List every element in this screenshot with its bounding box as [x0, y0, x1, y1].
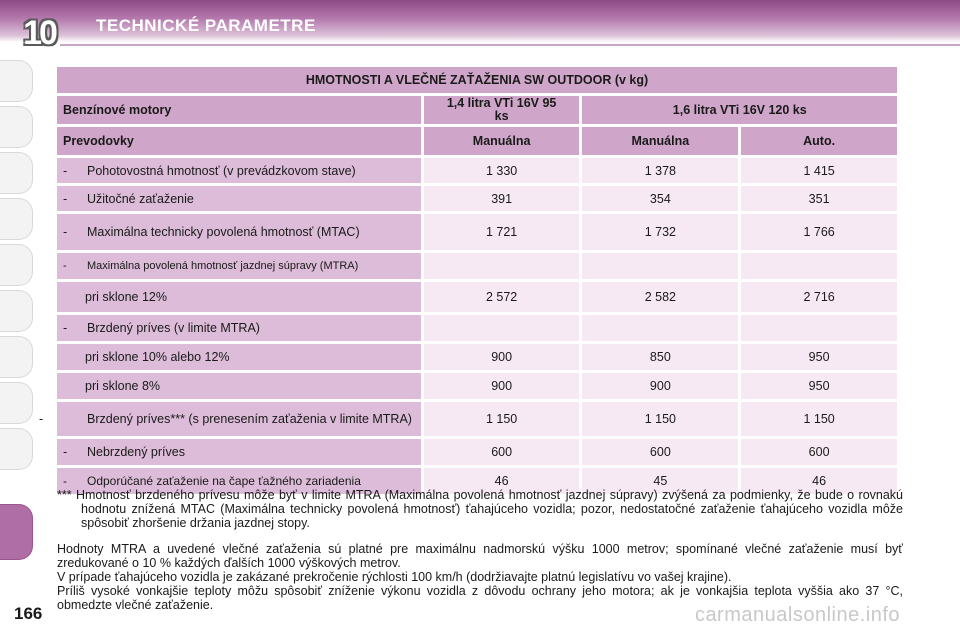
row-value: 46 — [424, 468, 580, 494]
table-row — [57, 344, 897, 370]
row-value: 45 — [582, 468, 738, 494]
gearbox-2: Manuálna — [582, 127, 738, 155]
table-row: - Odporúčané zaťaženie na čape ťažného zariadenia 46 45 46 — [57, 468, 897, 494]
row-value: 1 415 — [741, 158, 897, 183]
row-value — [582, 315, 738, 341]
table-row: - Pohotovostná hmotnosť (v prevádzkovom stave) 1 330 1 378 1 415 — [57, 158, 897, 183]
table-row: - Užitočné zaťaženie 391 354 351 — [57, 186, 897, 211]
row-label: Brzdený príves*** (s prenesením zaťaženia v limite MTRA) — [87, 412, 412, 426]
table-row — [57, 282, 897, 312]
header-divider — [60, 44, 960, 46]
gearbox-1: Manuálna — [424, 127, 580, 155]
watermark: carmanualsonline.info — [694, 604, 900, 626]
page-title: TECHNICKÉ PARAMETRE — [96, 16, 316, 35]
row-value: 2 716 — [741, 282, 897, 312]
row-value: 2 572 — [424, 282, 580, 312]
row-value: 351 — [741, 186, 897, 211]
row-label: pri sklone 8% — [85, 379, 161, 393]
row-value: 1 766 — [741, 214, 897, 250]
row-value: 600 — [424, 439, 580, 465]
note-paragraph: V prípade ťahajúceho vozidla je zakázané prekročenie rýchlosti 100 km/h (dodržiavajte platnú legislatívu vo vašej krajine). — [57, 570, 732, 584]
row-label: Maximálna povolená hmotnosť jazdnej súpravy (MTRA) — [87, 260, 359, 272]
chapter-tab[interactable] — [0, 152, 33, 194]
row-label: Užitočné zaťaženie — [87, 191, 194, 206]
engine-2: 1,6 litra VTi 16V 120 ks — [582, 96, 897, 124]
row-value — [741, 253, 897, 279]
row-value: 1 732 — [582, 214, 738, 250]
chapter-tab[interactable] — [0, 336, 33, 378]
chapter-tab[interactable] — [0, 198, 33, 240]
row-value: 950 — [741, 373, 897, 399]
row-label: Brzdený príves (v limite MTRA) — [87, 321, 260, 335]
row-value — [424, 253, 580, 279]
table-title-row — [57, 67, 897, 93]
row-value — [741, 315, 897, 341]
chapter-tab[interactable] — [0, 244, 33, 286]
row-label: pri sklone 12% — [85, 290, 167, 304]
row-value: 2 582 — [582, 282, 738, 312]
chapter-number: 10 — [23, 14, 55, 52]
row-value: 46 — [741, 468, 897, 494]
chapter-tab[interactable] — [0, 60, 33, 102]
gearbox-label: Prevodovky — [57, 127, 421, 155]
footnote: *** Hmotnosť brzdeného prívesu môže byť v limite MTRA (Maximálna povolená hmotnosť jazdnej súpravy) zvýšená za podmienky, že bude o rovnakú hodnotu znížená MTAC (Maximálna technicky povolená hmotnosť) ťahajúceho vozidla; pozor, nedostatočné zaťaženie ťahajúceho vozidla môže spôsobiť zhoršenie držania jazdnej stopy. — [57, 488, 903, 530]
table-row: - Maximálna povolená hmotnosť jazdnej súpravy (MTRA) — [57, 253, 897, 279]
row-value: 900 — [424, 373, 580, 399]
table-row — [57, 373, 897, 399]
row-value — [582, 253, 738, 279]
chapter-tab[interactable] — [0, 428, 33, 470]
note-paragraph: Hodnoty MTRA a uvedené vlečné zaťaženia sú platné pre maximálnu nadmorskú výšku 1000 metrov; spomínané vlečné zaťaženie musí byť zredukované o 10 % každých ďalších 1000 výškových metrov. — [57, 542, 903, 570]
row-value: 600 — [582, 439, 738, 465]
row-value: 354 — [582, 186, 738, 211]
table-row: - Brzdený príves (v limite MTRA) — [57, 315, 897, 341]
chapter-tab[interactable] — [0, 290, 33, 332]
row-label: Nebrzdený príves — [87, 445, 185, 459]
weights-table — [39, 64, 900, 497]
row-value: 950 — [741, 344, 897, 370]
table-row: - Nebrzdený príves 600 600 600 — [57, 439, 897, 465]
row-value — [424, 315, 580, 341]
chapter-tab-active[interactable] — [0, 504, 33, 560]
row-value: 600 — [741, 439, 897, 465]
row-label: Odporúčané zaťaženie na čape ťažného zariadenia — [87, 474, 361, 488]
row-value: 1 150 — [741, 402, 897, 436]
table-row: - Brzdený príves*** (s prenesením zaťaženia v limite MTRA) 1 150 1 150 1 150 — [57, 402, 897, 436]
row-value: 1 378 — [582, 158, 738, 183]
chapter-tabs — [0, 60, 36, 580]
engine-label: Benzínové motory — [57, 96, 421, 124]
row-value: 1 150 — [424, 402, 580, 436]
note-paragraph: Príliš vysoké vonkajšie teploty môžu spôsobiť zníženie výkonu vozidla z dôvodu ochrany jeho motora; ak je vonkajšia teplota vyššia ako 37 °C, obmedzte vlečné zaťaženie. — [57, 584, 903, 612]
chapter-tab[interactable] — [0, 106, 33, 148]
gearbox-3: Auto. — [741, 127, 897, 155]
table-title: HMOTNOSTI A VLEČNÉ ZAŤAŽENIA SW OUTDOOR (v kg) — [57, 67, 897, 93]
row-value: 900 — [424, 344, 580, 370]
gearbox-row — [57, 127, 897, 155]
row-label: Maximálna technicky povolená hmotnosť (MTAC) — [87, 225, 360, 239]
chapter-badge — [14, 12, 64, 54]
row-value: 850 — [582, 344, 738, 370]
engine-row — [57, 96, 897, 124]
row-value: 1 721 — [424, 214, 580, 250]
row-value: 1 150 — [582, 402, 738, 436]
row-label: Pohotovostná hmotnosť (v prevádzkovom stave) — [87, 163, 356, 178]
engine-1: 1,4 litra VTi 16V 95 ks — [424, 96, 580, 124]
row-value: 900 — [582, 373, 738, 399]
row-value: 391 — [424, 186, 580, 211]
chapter-tab[interactable] — [0, 382, 33, 424]
row-label: pri sklone 10% alebo 12% — [85, 350, 230, 364]
notes-section — [57, 488, 903, 612]
row-value: 1 330 — [424, 158, 580, 183]
page-number: 166 — [14, 604, 43, 623]
table-row: - Maximálna technicky povolená hmotnosť (MTAC) 1 721 1 732 1 766 — [57, 214, 897, 250]
